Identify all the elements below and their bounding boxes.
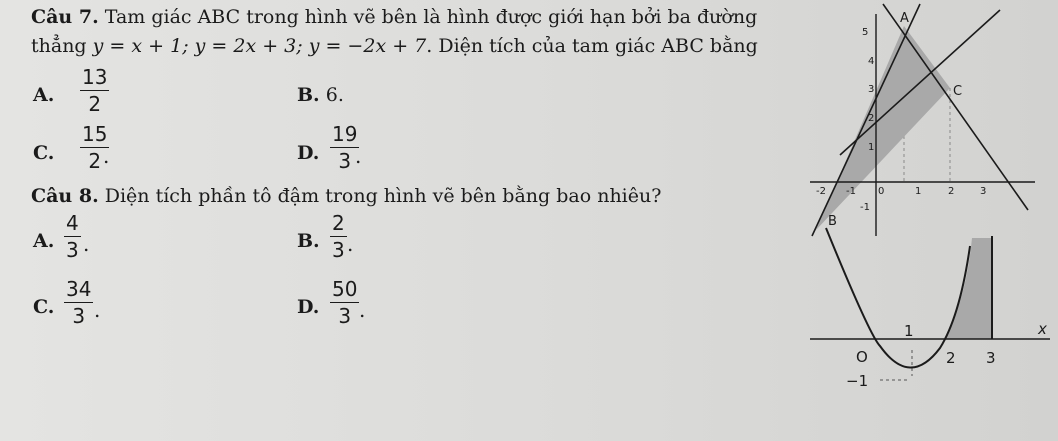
q7-line1 xyxy=(31,6,757,28)
graph1-x-tick-0: 0 xyxy=(878,186,885,197)
graph1-y-tick-5: 5 xyxy=(862,27,869,38)
q7-option-d-num: 19 xyxy=(332,122,358,146)
parabola-origin-label: O xyxy=(856,348,868,366)
q8-option-d-den: 3 xyxy=(338,304,352,328)
parabola-x-tick-2: 2 xyxy=(946,349,956,367)
q7-option-b-letter: B. xyxy=(297,84,320,106)
q7-option-c-tail: . xyxy=(103,144,110,168)
q7-option-a-num: 13 xyxy=(82,65,108,89)
triangle-graph xyxy=(800,0,1058,240)
graph1-x-tick-2: 2 xyxy=(948,186,955,197)
q8-option-a-letter: A. xyxy=(33,230,55,252)
q8-option-d-num: 50 xyxy=(332,277,358,301)
q7-option-c-letter: C. xyxy=(33,142,55,164)
q7-option-c-den: 2 xyxy=(88,149,102,173)
q7-option-d-tail: . xyxy=(355,144,362,168)
graph1-x-tick-neg2: -2 xyxy=(816,186,826,197)
q8-label: Câu 8. xyxy=(31,185,99,207)
q8-option-a-den: 3 xyxy=(66,238,79,262)
q7-label: Câu 7. xyxy=(31,6,99,28)
q8-option-c-fraction xyxy=(64,279,93,326)
q8-line xyxy=(31,185,661,207)
graph1-x-tick-1: 1 xyxy=(915,186,922,197)
q8-option-b-num: 2 xyxy=(332,211,345,235)
q7-option-a-fraction xyxy=(80,67,109,114)
q8-option-b-den: 3 xyxy=(332,238,345,262)
q7-line2-suffix: . Diện tích của tam giác ABC bằng xyxy=(426,35,758,57)
q7-option-c-num: 15 xyxy=(82,122,108,146)
q7-option-b-text: 6. xyxy=(325,84,344,106)
q8-option-d-fraction xyxy=(330,279,359,326)
q7-option-a-den: 2 xyxy=(88,92,102,116)
q8-option-c-letter: C. xyxy=(33,296,55,318)
q8-option-b-letter: B. xyxy=(297,230,320,252)
q8-option-c-tail: . xyxy=(94,298,101,322)
q7-option-b xyxy=(297,84,344,106)
parabola-y-tick-1: 1 xyxy=(904,322,914,340)
graph1-y-tick-1: 1 xyxy=(868,142,875,153)
q8-option-a-tail: . xyxy=(83,232,90,256)
graph1-y-tick-2: 2 xyxy=(868,113,875,124)
q7-text: Tam giác ABC trong hình vẽ bên là hình được giới hạn bởi ba đường xyxy=(104,6,758,28)
point-c-label: C xyxy=(953,84,963,99)
parabola-guides xyxy=(880,350,912,380)
parabola-y-tick-neg1: −1 xyxy=(846,372,869,390)
q7-option-a-letter: A. xyxy=(33,84,55,106)
q7-option-d-letter: D. xyxy=(297,142,320,164)
parabola-curve xyxy=(826,228,970,368)
q7-option-d-den: 3 xyxy=(338,149,352,173)
q7-equations: y = x + 1; y = 2x + 3; y = −2x + 7 xyxy=(92,35,427,57)
q8-option-b-fraction xyxy=(330,213,347,260)
q8-option-d-tail: . xyxy=(359,298,366,322)
q8-option-a-num: 4 xyxy=(66,211,79,235)
graph1-y-tick-3: 3 xyxy=(868,84,875,95)
graph1-x-tick-3: 3 xyxy=(980,186,987,197)
parabola-x-label: x xyxy=(1038,320,1047,338)
point-a-label: A xyxy=(900,11,909,26)
parabola-graph xyxy=(810,226,1058,441)
q7-line2 xyxy=(31,35,758,57)
q7-line2-prefix: thẳng xyxy=(31,35,87,57)
q8-option-a-fraction xyxy=(64,213,81,260)
q8-text: Diện tích phần tô đậm trong hình vẽ bên bằng bao nhiêu? xyxy=(104,185,662,207)
q8-option-d-letter: D. xyxy=(297,296,320,318)
triangle-abc-fill xyxy=(816,26,950,230)
graph1-y-tick-4: 4 xyxy=(868,56,875,67)
graph1-y-tick-neg1: -1 xyxy=(860,202,870,213)
q8-option-c-den: 3 xyxy=(72,304,86,328)
q8-option-c-num: 34 xyxy=(66,277,92,301)
q8-option-b-tail: . xyxy=(347,232,354,256)
parabola-x-tick-3: 3 xyxy=(986,349,996,367)
graph1-x-tick-neg1: -1 xyxy=(846,186,856,197)
point-b-label: B xyxy=(828,214,837,229)
triangle-graph-lines xyxy=(812,4,1028,236)
